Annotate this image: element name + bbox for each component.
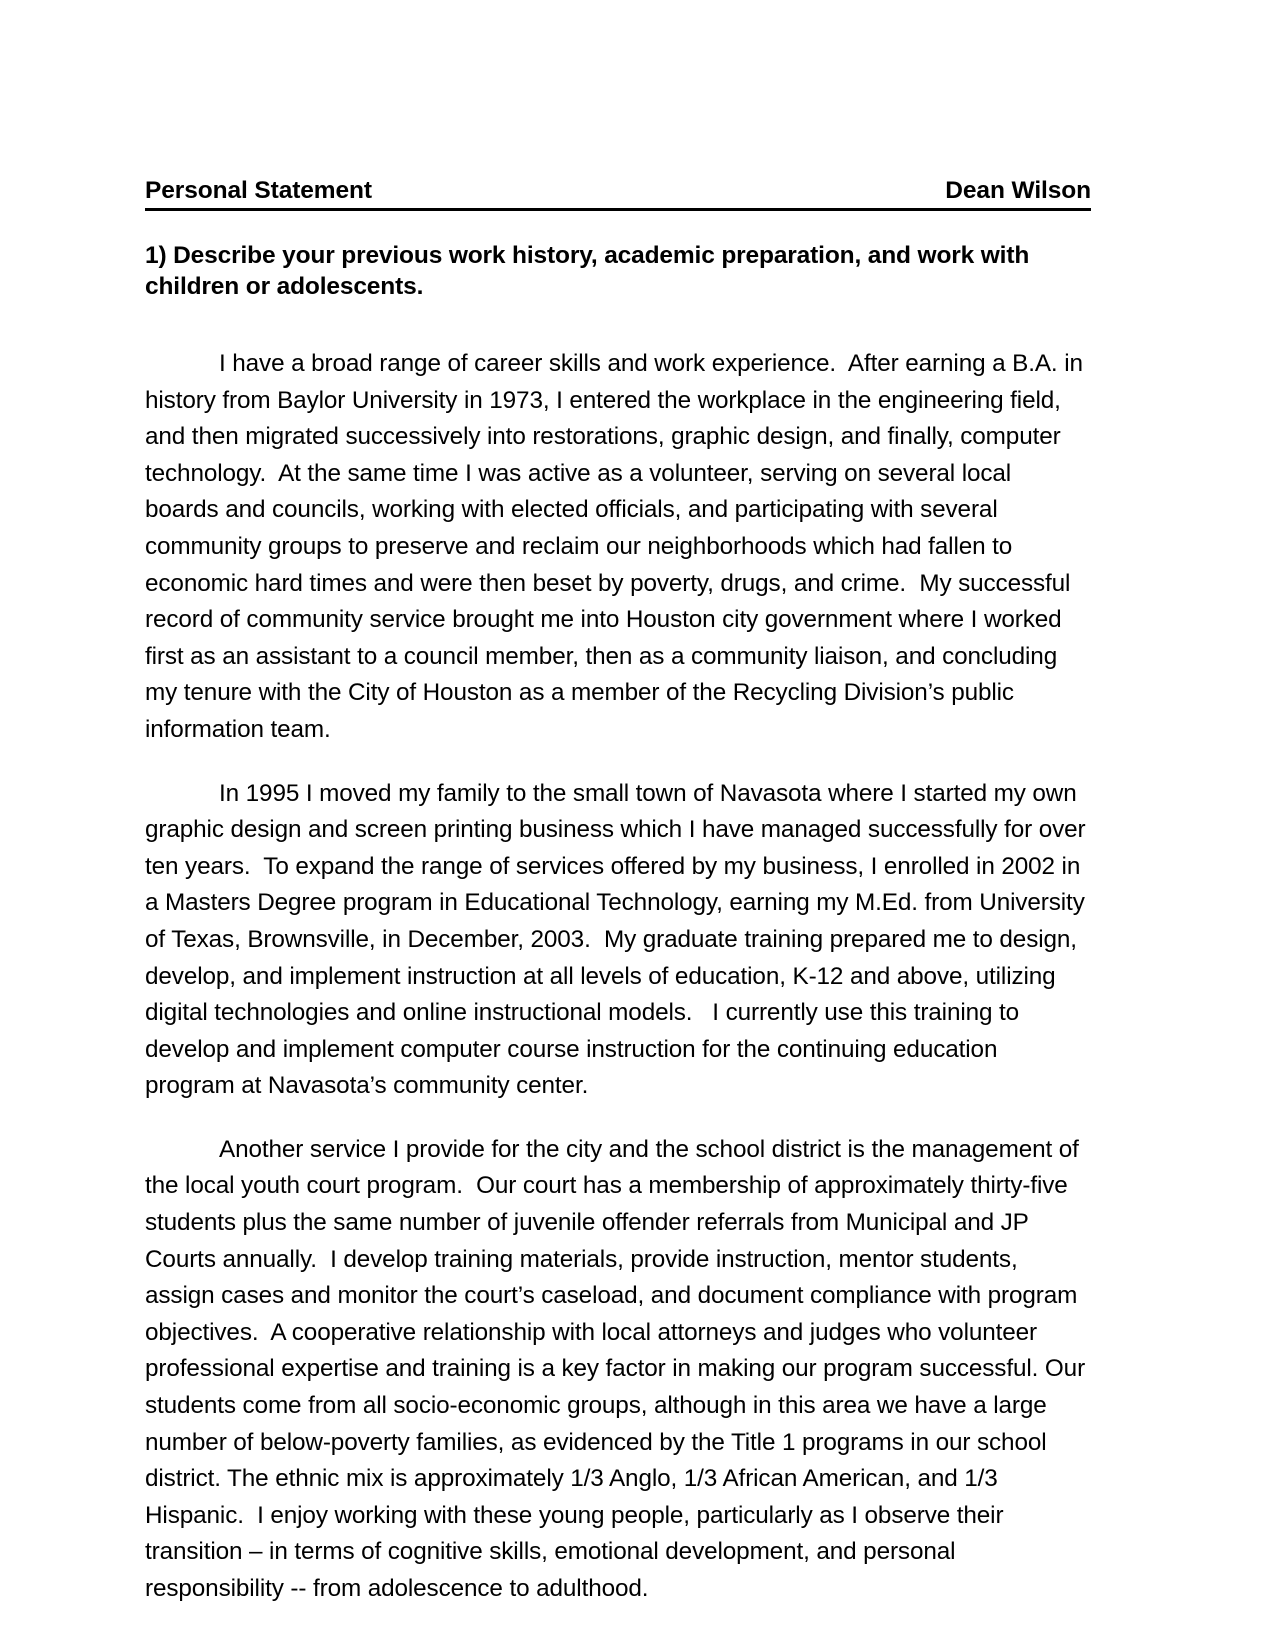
- paragraph-youth-court: Another service I provide for the city and the school district is the management of the local youth court program. Our court has a membership of approximately thirty-five students plus the same number of juvenile offender referrals from Municipal and JP Courts annually. I develop training materials, provide instruction, mentor students, assign cases and monitor the court’s caseload, and document compliance with program objectives. A cooperative relationship with local attorneys and judges who volunteer professional expertise and training is a key factor in making our program successful. Our students come from all socio-economic groups, although in this area we have a large number of below-poverty families, as evidenced by the Title 1 programs in our school district. The ethnic mix is approximately 1/3 Anglo, 1/3 African American, and 1/3 Hispanic. I enjoy working with these young people, particularly as I observe their transition – in terms of cognitive skills, emotional development, and personal responsibility -- from adolescence to adulthood.: [145, 1135, 1092, 1602]
- essay-body: [145, 346, 1091, 1608]
- document-title: Personal Statement: [145, 177, 372, 204]
- question-prompt: 1) Describe your previous work history, academic preparation, and work with children or adolescents.: [145, 242, 1030, 300]
- document-content: [145, 176, 1091, 1608]
- author-name: Dean Wilson: [945, 177, 1091, 204]
- paragraph-work-history: I have a broad range of career skills and work experience. After earning a B.A. in history from Baylor University in 1973, I entered the workplace in the engineering field, and then migrated successively into restorations, graphic design, and finally, computer technology. At the same time I was active as a volunteer, serving on several local boards and councils, working with elected officials, and participating with several community groups to preserve and reclaim our neighborhoods which had fallen to economic hard times and were then beset by poverty, drugs, and crime. My successful record of community service brought me into Houston city government where I worked first as an assistant to a council member, then as a community liaison, and concluding my tenure with the City of Houston as a member of the Recycling Division’s public information team.: [145, 350, 1090, 743]
- paragraph-navasota-business: In 1995 I moved my family to the small town of Navasota where I started my own graphic design and screen printing business which I have managed successfully for over ten years. To expand the range of services offered by my business, I enrolled in 2002 in a Masters Degree program in Educational Technology, earning my M.Ed. from University of Texas, Brownsville, in December, 2003. My graduate training prepared me to design, develop, and implement instruction at all levels of education, K-12 and above, utilizing digital technologies and online instructional models. I currently use this training to develop and implement computer course instruction for the continuing education program at Navasota’s community center.: [145, 779, 1093, 1100]
- document-header: [145, 176, 1091, 211]
